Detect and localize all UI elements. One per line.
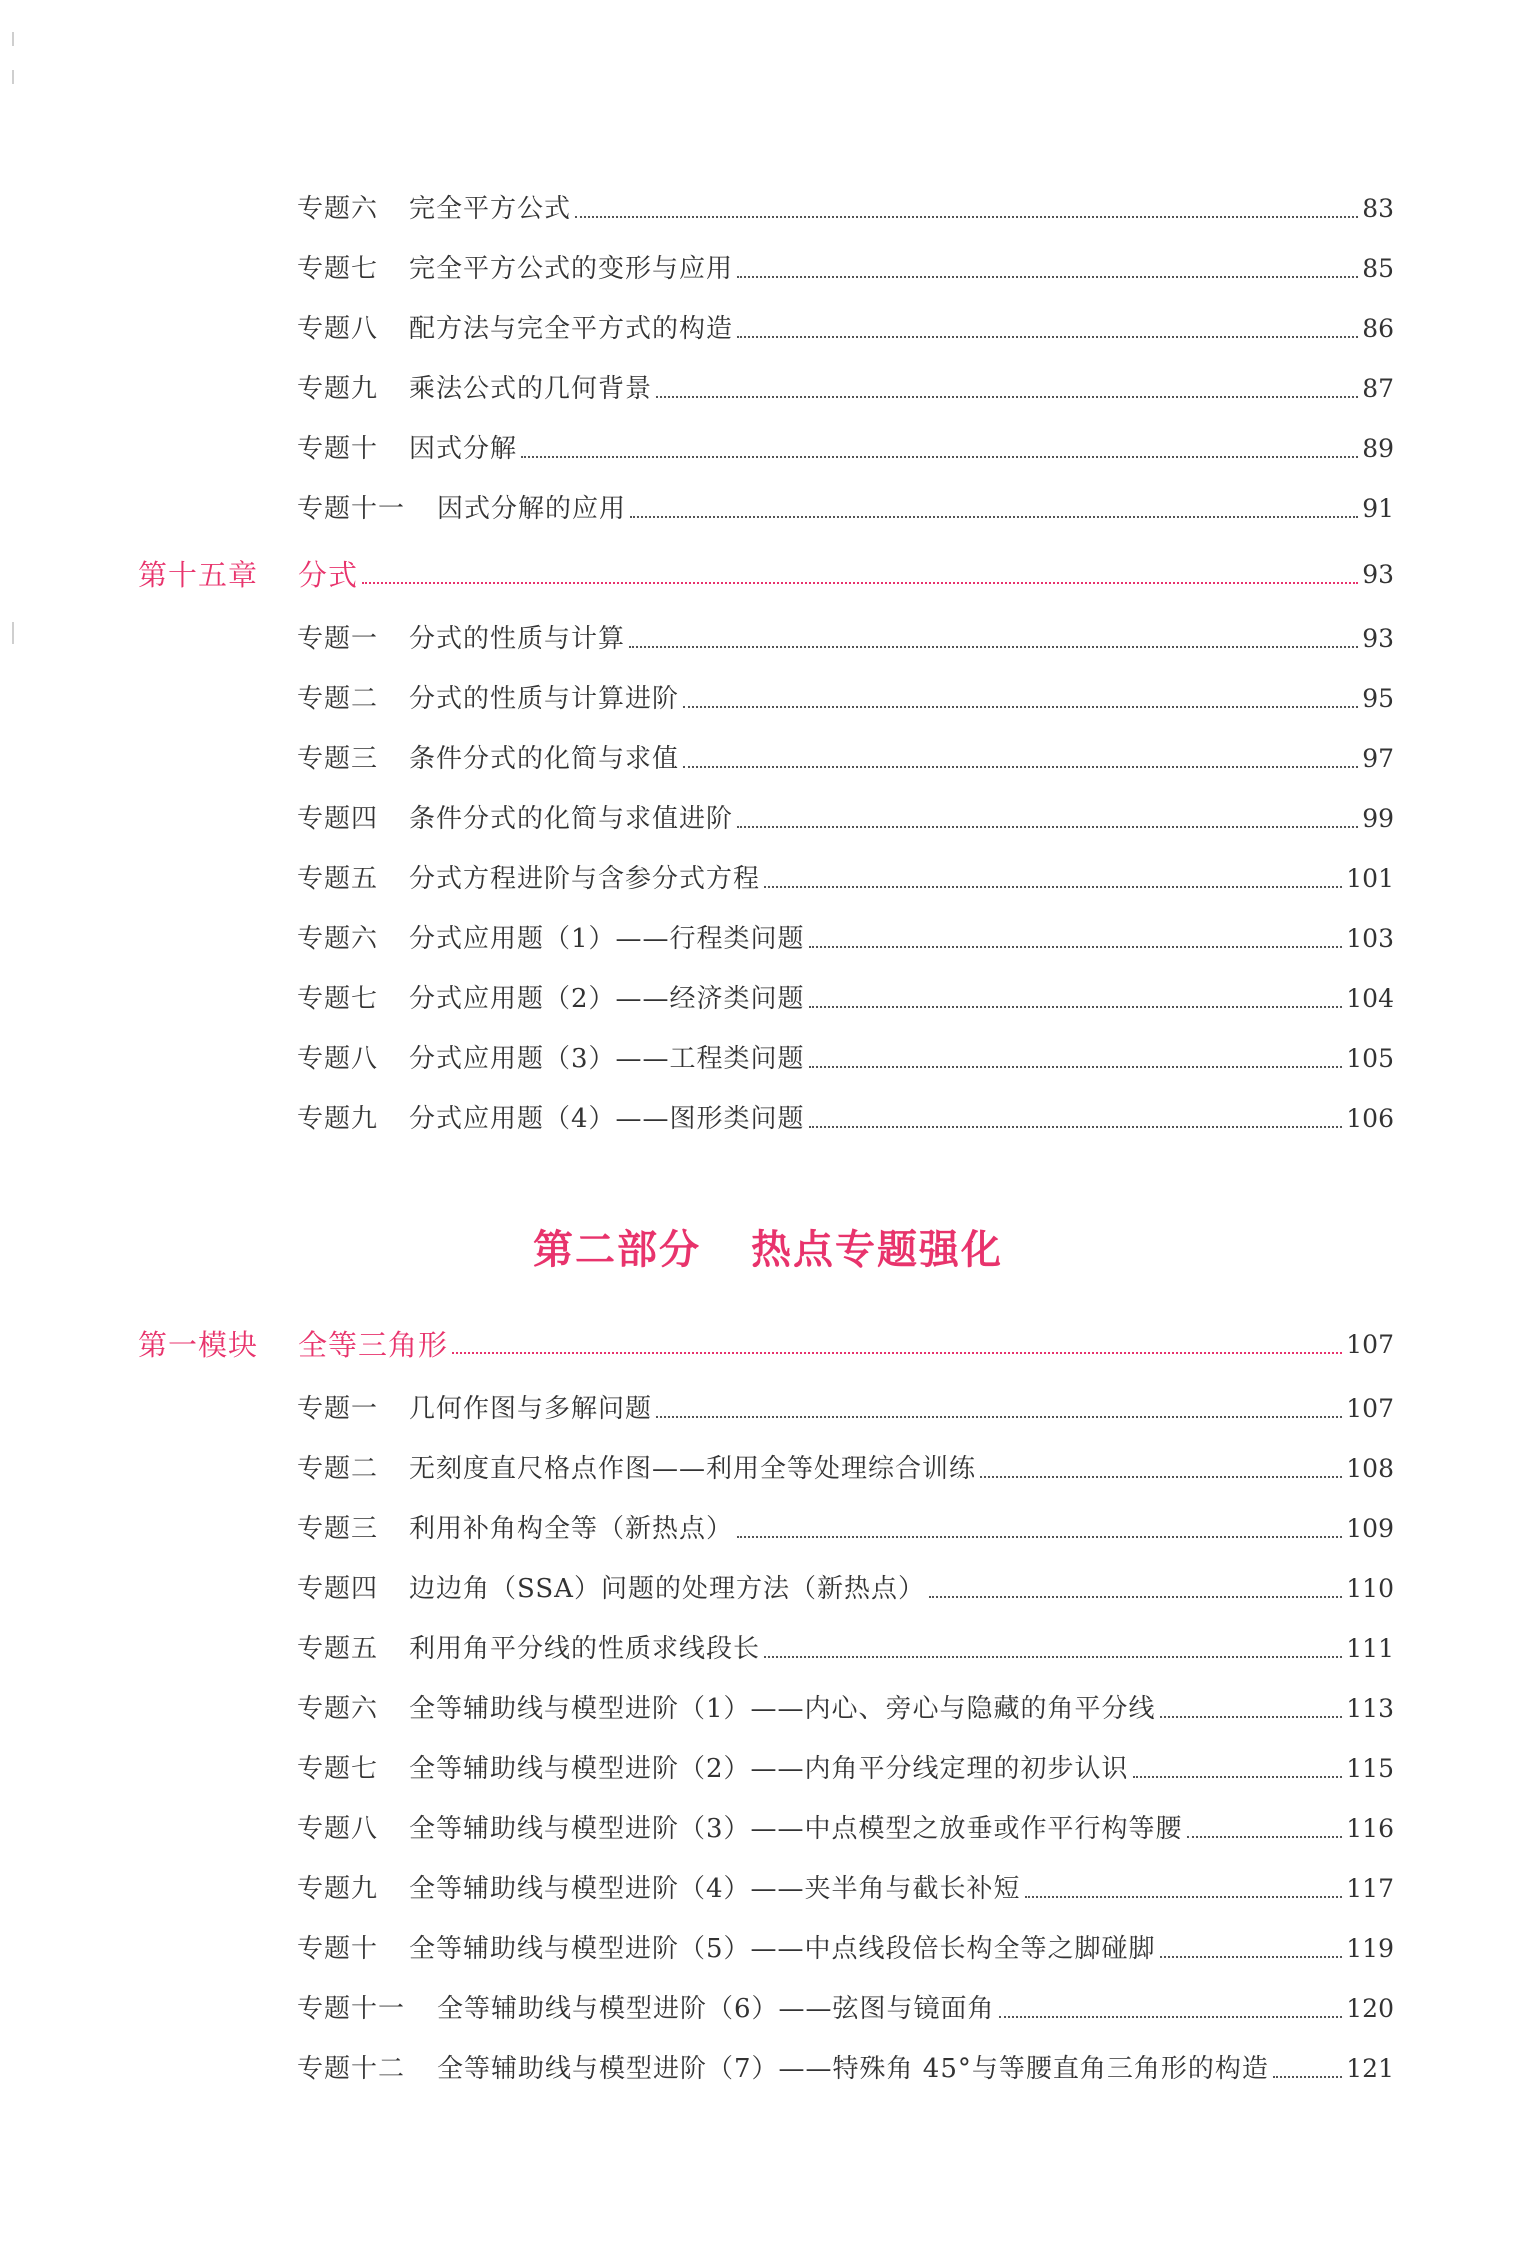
dot-leader [452,1352,1342,1354]
dot-leader [1187,1836,1343,1838]
page-number: 107 [1346,1330,1394,1359]
toc-entry[interactable] [297,792,1394,836]
topic-label: 专题三 [297,744,379,774]
toc-entry[interactable] [297,1982,1394,2026]
topic-label: 专题十 [297,434,379,464]
dot-leader [629,646,1358,648]
topic-label: 专题二 [297,684,379,714]
scan-edge-mark [12,622,14,644]
toc-entry[interactable] [297,612,1394,656]
page-number: 120 [1346,1994,1394,2023]
dot-leader [656,396,1358,398]
dot-leader [809,1126,1343,1128]
dot-leader [656,1416,1342,1418]
chapter-label: 第十五章 [138,558,259,592]
topic-label: 专题九 [297,1104,379,1134]
topic-title: 分式的性质与计算 [409,624,626,654]
dot-leader [362,582,1358,584]
toc-entry[interactable] [297,1862,1394,1906]
dot-leader [737,276,1358,278]
topic-title: 因式分解 [409,434,518,464]
topic-title: 无刻度直尺格点作图——利用全等处理综合训练 [409,1454,977,1484]
page-number: 111 [1346,1634,1394,1663]
topic-label: 专题十 [297,1934,379,1964]
part-heading-title: 热点专题强化 [751,1227,1003,1273]
topic-title: 分式应用题（1）——行程类问题 [409,924,805,954]
page-number: 85 [1362,254,1394,283]
toc-entry[interactable] [297,732,1394,776]
toc-entry[interactable] [297,242,1394,286]
page-number: 87 [1362,374,1394,403]
topic-label: 专题十一 [297,494,406,524]
topic-title: 全等辅助线与模型进阶（5）——中点线段倍长构全等之脚碰脚 [409,1934,1156,1964]
topic-title: 全等辅助线与模型进阶（4）——夹半角与截长补短 [409,1874,1021,1904]
topic-title: 因式分解的应用 [437,494,627,524]
dot-leader [809,1006,1343,1008]
dot-leader [809,946,1343,948]
topic-title: 分式应用题（3）——工程类问题 [409,1044,805,1074]
topic-label: 专题十一 [297,1994,406,2024]
toc-entry[interactable] [297,852,1394,896]
toc-entry[interactable] [297,362,1394,406]
dot-leader [1273,2076,1342,2078]
dot-leader [683,706,1358,708]
page-number: 106 [1346,1104,1394,1133]
topic-title: 利用角平分线的性质求线段长 [409,1634,761,1664]
chapter-title: 全等三角形 [298,1328,449,1362]
part-heading-part: 第二部分 [533,1227,701,1273]
page-number: 119 [1346,1934,1394,1963]
topic-title: 分式应用题（4）——图形类问题 [409,1104,805,1134]
toc-entry[interactable] [297,182,1394,226]
topic-title: 分式的性质与计算进阶 [409,684,680,714]
page-number: 121 [1346,2054,1394,2083]
page-number: 83 [1362,194,1394,223]
toc-entry[interactable] [297,482,1394,526]
dot-leader [521,456,1358,458]
toc-entry[interactable] [297,1442,1394,1486]
toc-chapter-entry[interactable] [138,548,1394,592]
page-number: 109 [1346,1514,1394,1543]
page-number: 91 [1362,494,1394,523]
scan-edge-mark [12,70,14,84]
dot-leader [737,826,1358,828]
chapter-label: 第一模块 [138,1328,259,1362]
page-number: 93 [1362,624,1394,653]
toc-entry[interactable] [297,1742,1394,1786]
topic-label: 专题九 [297,374,379,404]
toc-entry[interactable] [297,972,1394,1016]
page-number: 101 [1346,864,1394,893]
page-number: 110 [1346,1574,1394,1603]
topic-title: 配方法与完全平方式的构造 [409,314,734,344]
dot-leader [809,1066,1343,1068]
toc-entry[interactable] [297,1922,1394,1966]
topic-title: 乘法公式的几何背景 [409,374,653,404]
toc-entry[interactable] [297,2042,1394,2086]
dot-leader [683,766,1358,768]
topic-label: 专题八 [297,1814,379,1844]
page-number: 108 [1346,1454,1394,1483]
page-number: 117 [1346,1874,1394,1903]
topic-label: 专题八 [297,314,379,344]
topic-label: 专题七 [297,254,379,284]
dot-leader [630,516,1358,518]
dot-leader [737,336,1358,338]
page-number: 113 [1346,1694,1394,1723]
page-number: 89 [1362,434,1394,463]
page-number: 107 [1346,1394,1394,1423]
topic-label: 专题三 [297,1514,379,1544]
topic-label: 专题一 [297,1394,379,1424]
topic-title: 全等辅助线与模型进阶（7）——特殊角 45°与等腰直角三角形的构造 [437,2054,1269,2084]
topic-title: 全等辅助线与模型进阶（1）——内心、旁心与隐藏的角平分线 [409,1694,1156,1724]
dot-leader [1133,1776,1343,1778]
topic-title: 全等辅助线与模型进阶（6）——弦图与镜面角 [437,1994,995,2024]
topic-title: 条件分式的化简与求值进阶 [409,804,734,834]
toc-entry[interactable] [297,1802,1394,1846]
page-number: 103 [1346,924,1394,953]
toc-entry[interactable] [297,912,1394,956]
topic-label: 专题五 [297,864,379,894]
topic-title: 全等辅助线与模型进阶（3）——中点模型之放垂或作平行构等腰 [409,1814,1183,1844]
topic-title: 分式方程进阶与含参分式方程 [409,864,761,894]
dot-leader [764,1656,1342,1658]
page-number: 115 [1346,1754,1394,1783]
page-number: 93 [1362,560,1394,589]
dot-leader [1160,1716,1343,1718]
topic-label: 专题四 [297,1574,379,1604]
toc-entry[interactable] [297,1502,1394,1546]
part-heading [0,1218,1536,1275]
toc-entry[interactable] [297,1092,1394,1136]
dot-leader [737,1536,1342,1538]
page-number: 99 [1362,804,1394,833]
chapter-title: 分式 [298,558,359,592]
toc-entry[interactable] [297,1622,1394,1666]
topic-label: 专题六 [297,194,379,224]
dot-leader [980,1476,1342,1478]
topic-label: 专题十二 [297,2054,406,2084]
topic-label: 专题七 [297,1754,379,1784]
toc-entry[interactable] [297,1032,1394,1076]
toc-entry[interactable] [297,1382,1394,1426]
topic-title: 利用补角构全等（新热点） [409,1514,734,1544]
dot-leader [764,886,1342,888]
dot-leader [999,2016,1343,2018]
toc-entry[interactable] [297,672,1394,716]
topic-label: 专题二 [297,1454,379,1484]
toc-entry[interactable] [297,1562,1394,1606]
topic-label: 专题一 [297,624,379,654]
page-number: 95 [1362,684,1394,713]
page-number: 116 [1346,1814,1394,1843]
topic-title: 边边角（SSA）问题的处理方法（新热点） [409,1574,925,1604]
toc-entry[interactable] [297,1682,1394,1726]
topic-label: 专题九 [297,1874,379,1904]
topic-label: 专题六 [297,1694,379,1724]
toc-chapter-entry[interactable] [138,1318,1394,1362]
topic-title: 完全平方公式 [409,194,572,224]
page-number: 104 [1346,984,1394,1013]
topic-label: 专题七 [297,984,379,1014]
dot-leader [929,1596,1342,1598]
topic-title: 完全平方公式的变形与应用 [409,254,734,284]
page-number: 86 [1362,314,1394,343]
page-number: 105 [1346,1044,1394,1073]
topic-title: 全等辅助线与模型进阶（2）——内角平分线定理的初步认识 [409,1754,1129,1784]
topic-label: 专题六 [297,924,379,954]
topic-label: 专题四 [297,804,379,834]
dot-leader [1025,1896,1343,1898]
toc-entry[interactable] [297,302,1394,346]
topic-title: 几何作图与多解问题 [409,1394,653,1424]
scan-edge-mark [12,32,14,46]
page-number: 97 [1362,744,1394,773]
toc-entry[interactable] [297,422,1394,466]
dot-leader [575,216,1358,218]
topic-title: 分式应用题（2）——经济类问题 [409,984,805,1014]
topic-label: 专题八 [297,1044,379,1074]
dot-leader [1160,1956,1343,1958]
topic-label: 专题五 [297,1634,379,1664]
topic-title: 条件分式的化简与求值 [409,744,680,774]
